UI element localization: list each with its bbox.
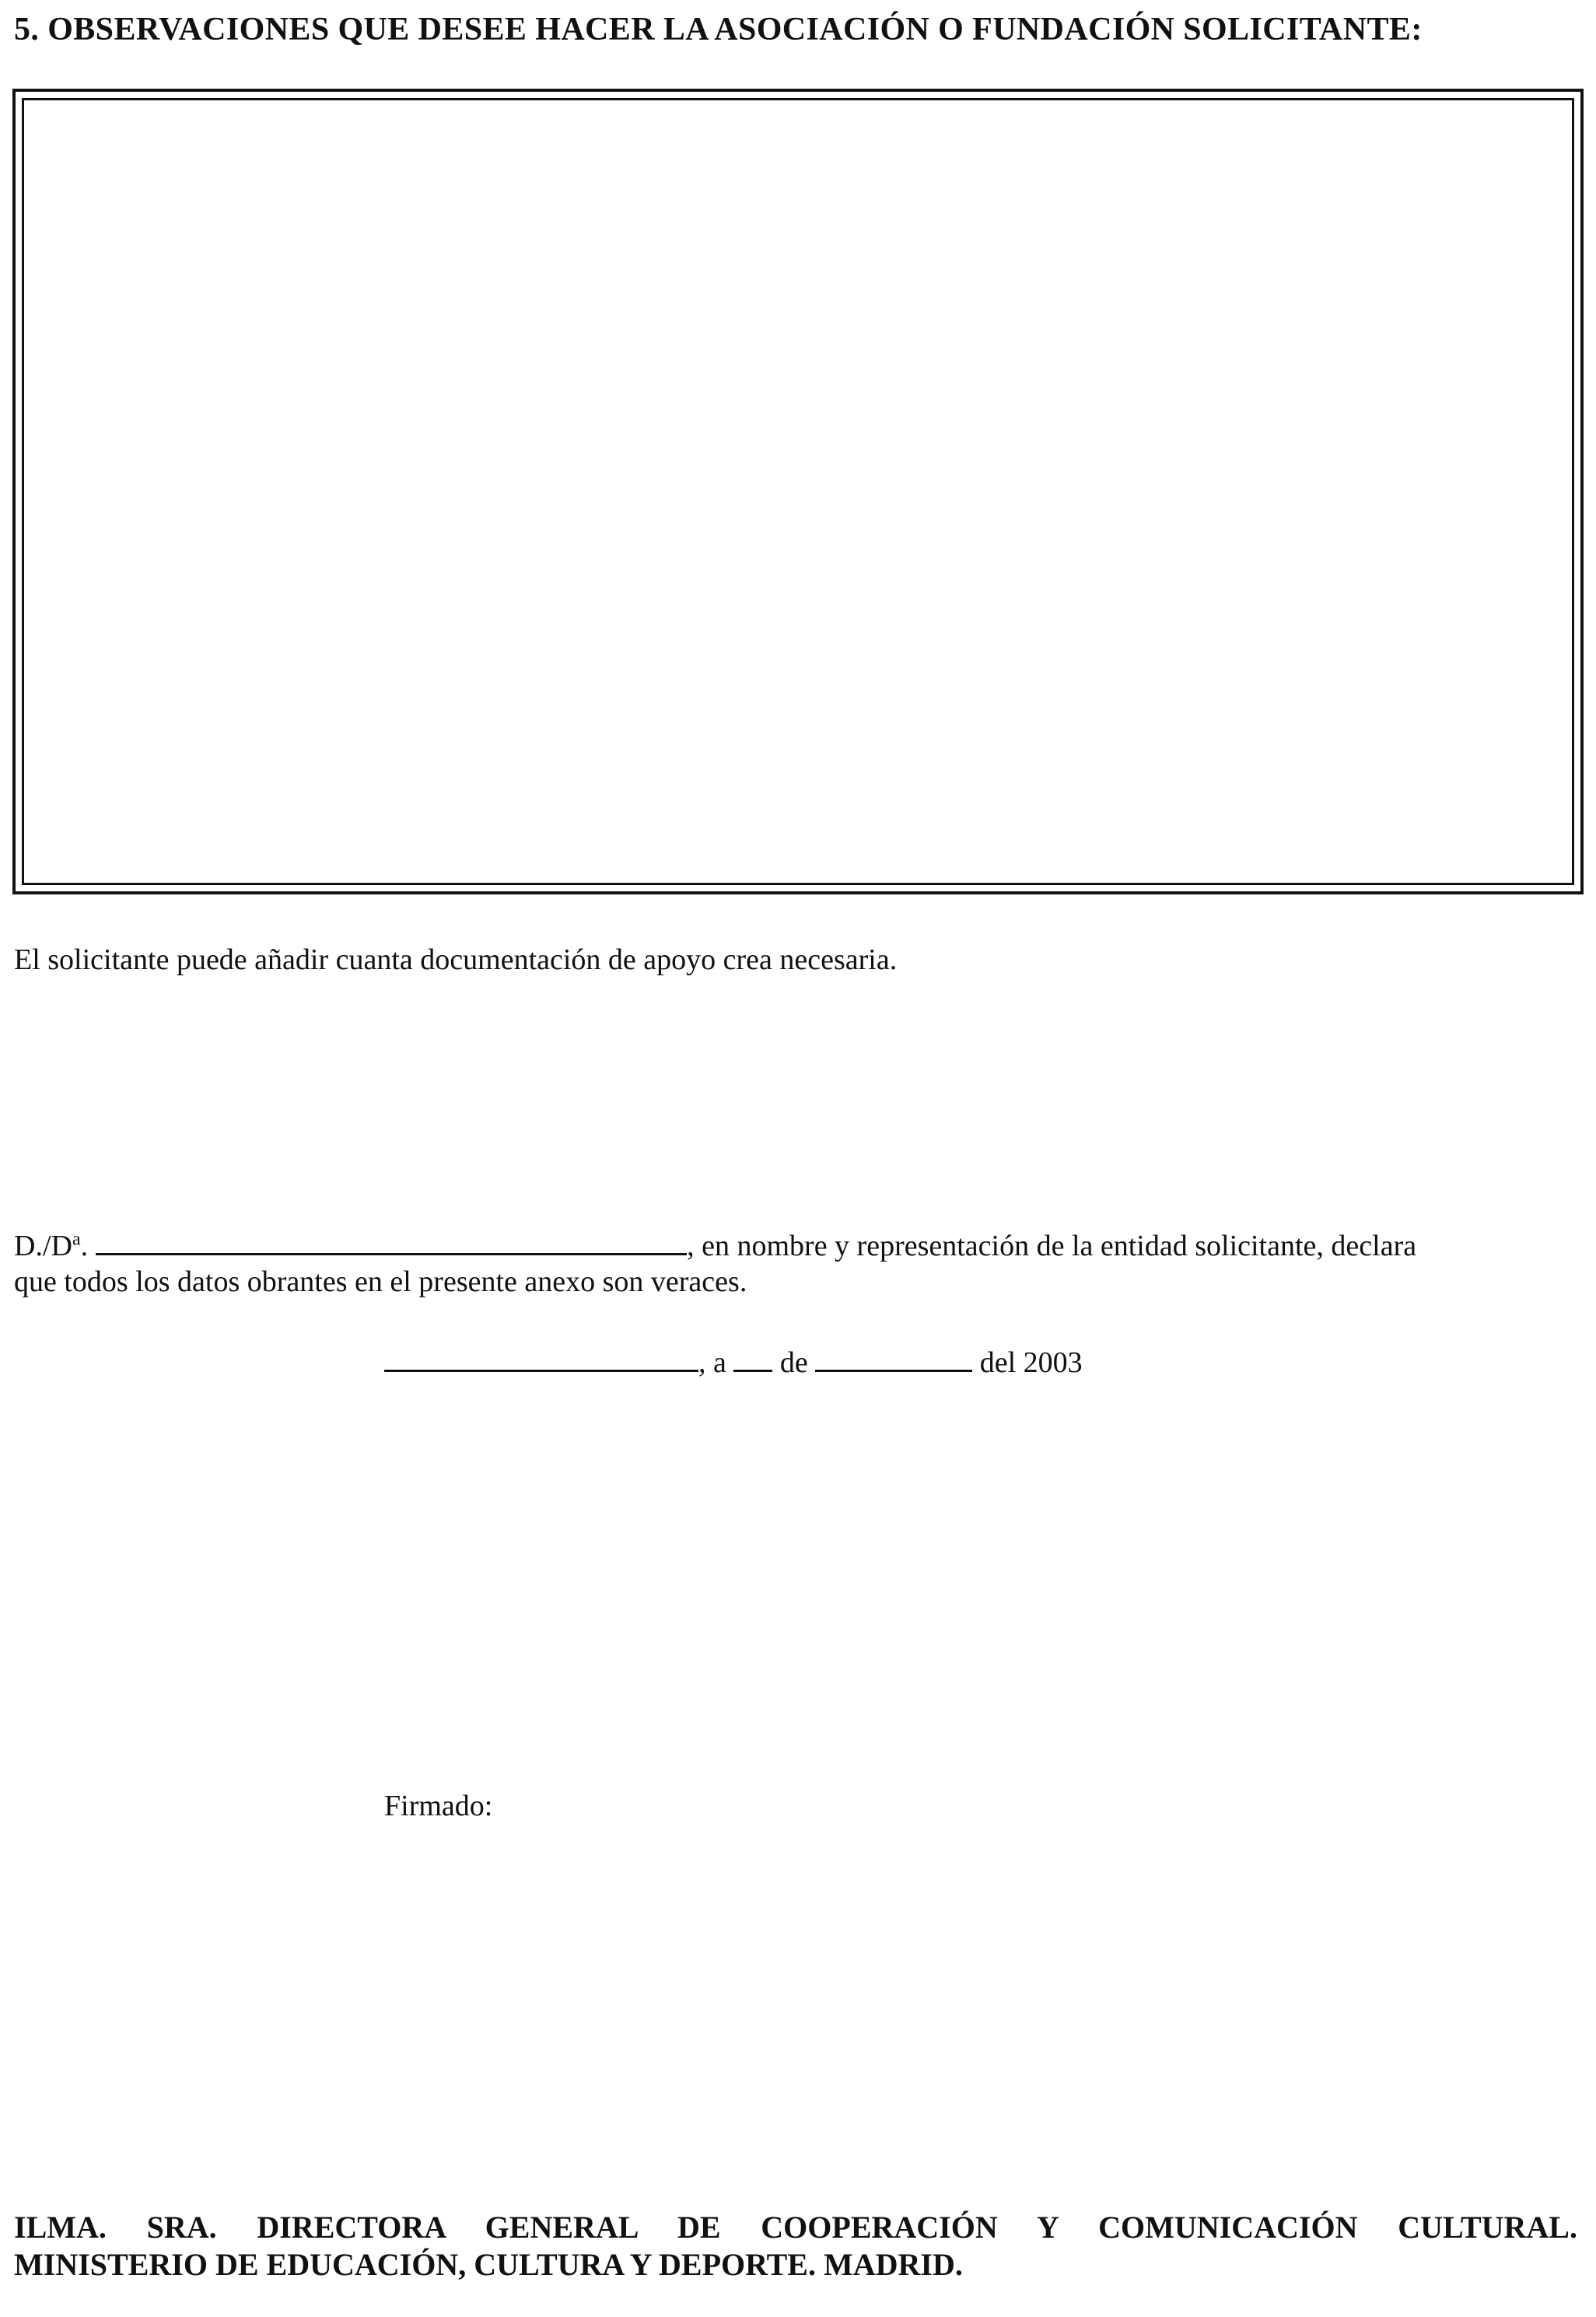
date-line <box>384 1346 1083 1380</box>
supporting-docs-note: El solicitante puede añadir cuanta documentación de apoyo crea necesaria. <box>14 943 898 976</box>
section-heading: 5. OBSERVACIONES QUE DESEE HACER LA ASOCIACIÓN O FUNDACIÓN SOLICITANTE: <box>14 12 1423 47</box>
place-field[interactable] <box>384 1346 698 1372</box>
date-sep-a: , a <box>698 1346 726 1379</box>
declaration-prefix: D./D <box>14 1230 72 1262</box>
month-field[interactable] <box>815 1346 972 1372</box>
declaration-prefix-end: . <box>80 1230 89 1262</box>
addressee-footer <box>14 2209 1577 2284</box>
addressee-line-1: ILMA. SRA. DIRECTORA GENERAL DE COOPERACIÓN Y COMUNICACIÓN CULTURAL. <box>14 2210 1577 2245</box>
observations-box-inner-frame <box>22 98 1574 885</box>
declaration-prefix-sup: a <box>72 1229 81 1250</box>
declaration-suffix: , en nombre y representación de la entidad solicitante, declara <box>687 1230 1417 1262</box>
day-field[interactable] <box>733 1346 772 1372</box>
declaration-line-2: que todos los datos obrantes en el presente anexo son veraces. <box>14 1265 747 1298</box>
date-sep-de: de <box>779 1346 808 1379</box>
declaration-line-1 <box>14 1229 1585 1263</box>
addressee-line-2: MINISTERIO DE EDUCACIÓN, CULTURA Y DEPORTE. MADRID. <box>14 2247 963 2282</box>
signed-label: Firmado: <box>384 1790 493 1822</box>
representative-name-field[interactable] <box>96 1230 687 1255</box>
observations-box[interactable] <box>12 89 1584 894</box>
date-sep-del: del 2003 <box>979 1346 1083 1379</box>
